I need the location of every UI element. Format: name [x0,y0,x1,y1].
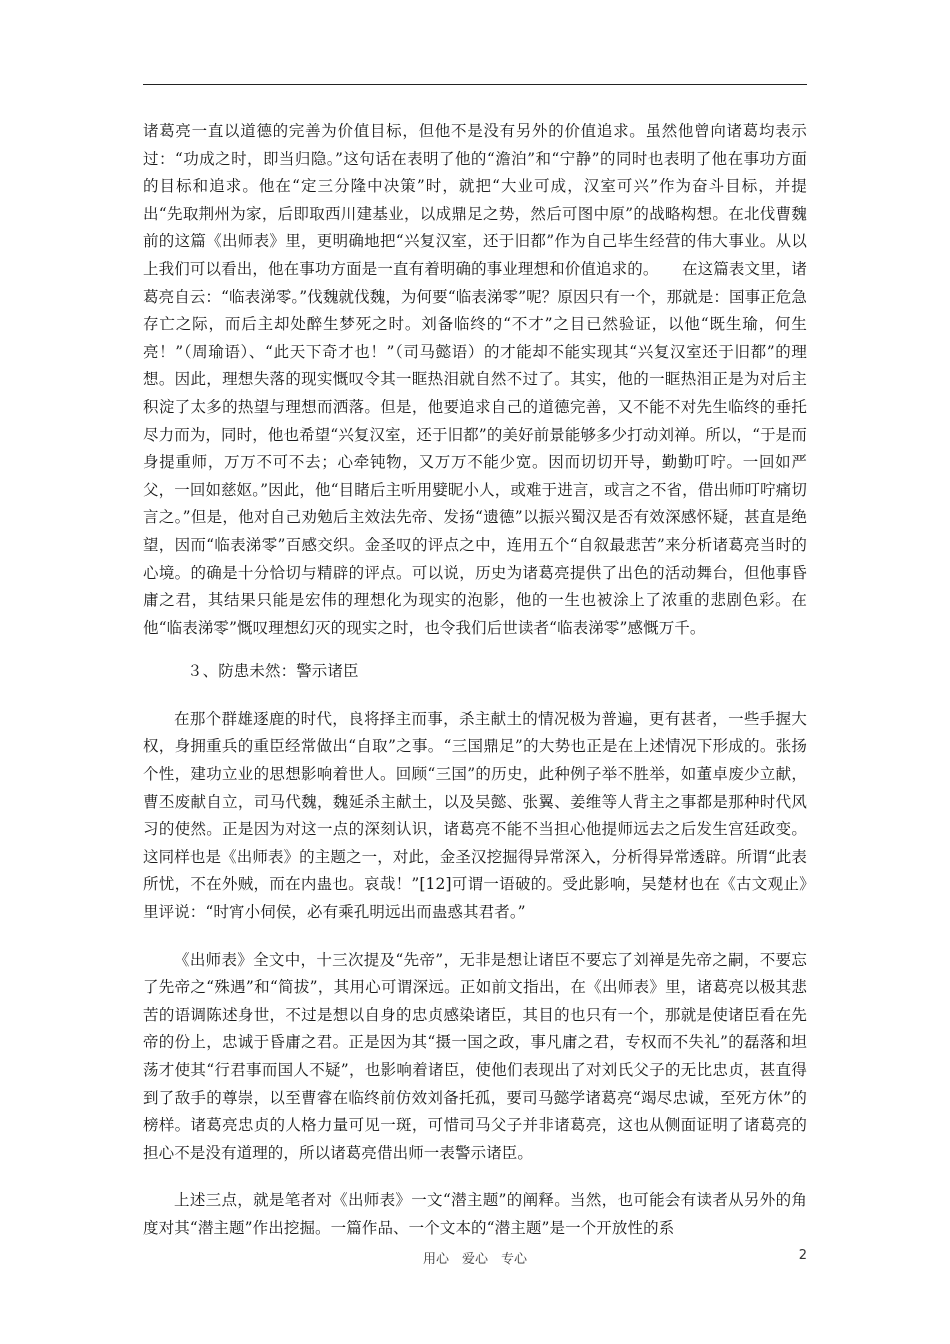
paragraph-era-context: 在那个群雄逐鹿的时代，良将择主而事，杀主献土的情况极为普遍，更有甚者，一些手握大权，身拥重兵的重臣经常做出“自取”之事。“三国鼎足”的大势也正是在上述情况下形成的。张扬个性，建功立业的思想影响着世人。回顾“三国”的历史，此种例子举不胜举，如董卓废少立献，曹丕废献自立，司马代魏，魏延杀主献土，以及吴懿、张翼、姜维等人背主之事都是那种时代风习的使然。正是因为对这一点的深刻认识，诸葛亮不能不当担心他提师远去之后发生宫廷政变。这同样也是《出师表》的主题之一，对此，金圣汉挖掘得异常深入，分析得异常透辟。所谓“此表所忧，不在外贼，而在内蛊也。哀哉！”[12]可谓一语破的。受此影响，吴楚材也在《古文观止》里评说：“时宵小伺侯，必有乘孔明远出而蛊惑其君者。” [143,709,807,922]
section-title: ３、防患未然：警示诸臣 [187,662,359,681]
document-body [143,118,807,1243]
page-footer [0,1248,950,1272]
paragraph-late-emperor: 《出师表》全文中，十三次提及“先帝”，无非是想让诸臣不要忘了刘禅是先帝之嗣，不要忘了先帝之“殊遇”和“简拔”，其用心可谓深远。正如前文指出，在《出师表》里，诸葛亮以极其悲苦的语调陈述身世，不过是想以自身的忠贞感染诸臣，其目的也只有一个，那就是使诸臣看在先帝的份上，忠诚于昏庸之君。正是因为其“摄一国之政，事凡庸之君，专权而不失礼”的磊落和坦荡才使其“行君事而国人不疑”，也影响着诸臣，使他们表现出了对刘氏父子的无比忠贞，甚直得到了敌手的尊崇，以至曹睿在临终前仿效刘备托孤，要司马懿学诸葛亮“竭尽忠诚，至死方休”的榜样。诸葛亮忠贞的人格力量可见一斑，可惜司马父子并非诸葛亮，这也从侧面证明了诸葛亮的担心不是没有道理的，所以诸葛亮借出师一表警示诸臣。 [143,950,807,1162]
header-rule [143,84,807,85]
paragraph-conclusion: 上述三点，就是笔者对《出师表》一文“潜主题”的阐释。当然，也可能会有读者从另外的角度对其“潜主题”作出挖掘。一篇作品、一个文本的“潜主题”是一个开放性的系 [143,1191,807,1237]
footer-motto: 用心 爱心 专心 [422,1252,527,1267]
paragraph-moral-ideal: 诸葛亮一直以道德的完善为价值目标，但他不是没有另外的价值追求。虽然他曾向诸葛均表示过：“功成之时，即当归隐。”这句话在表明了他的“澹泊”和“宁静”的同时也表明了他在事功方面的目标和追求。他在“定三分隆中决策”时，就把“大业可成，汉室可兴”作为奋斗目标，并提出“先取荆州为家，后即取西川建基业，以成鼎足之势，然后可图中原”的战略构想。在北伐曹魏前的这篇《出师表》里，更明确地把“兴复汉室，还于旧都”作为自己毕生经营的伟大事业。从以上我们可以看出，他在事功方面是一直有着明确的事业理想和价值追求的。 在这篇表文里，诸葛亮自云：“临表涕零。”伐魏就伐魏，为何要“临表涕零”呢？原因只有一个，那就是：国事正危急存亡之际，而后主却处醉生梦死之时。刘备临终的“不才”之目已然验证，以他“既生瑜，何生亮！”（周瑜语）、“此天下奇才也！”（司马懿语）的才能却不能实现其“兴复汉室还于旧都”的理想。因此，理想失落的现实慨叹令其一眶热泪就自然不过了。其实，他的一眶热泪正是为对后主积淀了太多的热望与理想而洒落。但是，他要追求自己的道德完善，又不能不对先生临终的垂托尽力而为，同时，他也希望“兴复汉室，还于旧都”的美好前景能够多少打动刘禅。所以，“于是而身提重师，万万不可不去；心牵钝物，又万万不能少宽。因而切切开导，勤勤叮咛。一回如严父，一回如慈妪。”因此，他“目睹后主听用嬖昵小人，或难于进言，或言之不省，借出师叮咛痛切言之。”但是，他对自己劝勉后主效法先帝、发扬“遗德”以振兴蜀汉是否有效深感怀疑，甚直是绝望，因而“临表涕零”百感交织。金圣叹的评点之中，连用五个“自叙最悲苦”来分析诸葛亮当时的心境。的确是十分恰切与精辟的评点。可以说，历史为诸葛亮提供了出色的活动舞台，但他事昏庸之君，其结果只能是宏伟的理想化为现实的泡影，他的一生也被涂上了浓重的悲剧色彩。在他“临表涕零”慨叹理想幻灭的现实之时，也令我们后世读者“临表涕零”感慨万千。 [143,122,807,637]
page-number: 2 [798,1248,807,1263]
